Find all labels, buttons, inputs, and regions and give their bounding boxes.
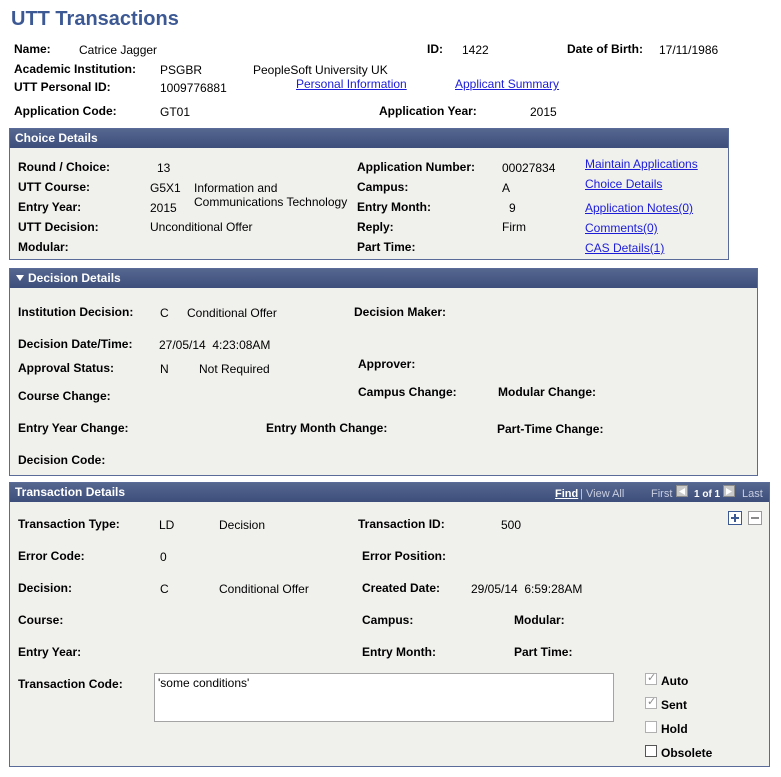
transaction-code-label: Transaction Code: (18, 677, 123, 691)
modular-label: Modular: (18, 240, 69, 254)
last-label: Last (742, 488, 763, 500)
error-code-value: 0 (160, 550, 167, 564)
part-time-change-label: Part-Time Change: (497, 422, 604, 436)
entry-month-label: Entry Month: (357, 200, 431, 214)
obsolete-label: Obsolete (661, 746, 713, 760)
next-page-button[interactable] (723, 485, 735, 497)
utt-decision-value: Unconditional Offer (150, 220, 253, 234)
transaction-details-title: Transaction Details (15, 485, 126, 499)
part-time-label: Part Time: (357, 240, 416, 254)
application-year-value: 2015 (530, 105, 557, 119)
arrow-right-icon (726, 488, 732, 495)
dob-label: Date of Birth: (567, 42, 643, 56)
decision-datetime-value: 27/05/14 4:23:08AM (159, 338, 271, 352)
delete-row-button[interactable] (748, 511, 762, 525)
error-code-label: Error Code: (18, 549, 85, 563)
utt-course-label: UTT Course: (18, 180, 90, 194)
reply-label: Reply: (357, 220, 394, 234)
transaction-type-text: Decision (219, 518, 266, 532)
application-year-label: Application Year: (379, 104, 477, 118)
personal-id-label: UTT Personal ID: (14, 80, 111, 94)
campus-label: Campus: (357, 180, 409, 194)
name-value: Catrice Jagger (79, 43, 158, 57)
plus-icon (729, 512, 741, 524)
sent-label: Sent (661, 698, 688, 712)
campus-change-label: Campus Change: (358, 385, 457, 399)
decision-details-header[interactable] (10, 269, 757, 288)
transaction-entry-year-label: Entry Year: (18, 645, 82, 659)
institution-name: PeopleSoft University UK (253, 63, 388, 77)
utt-course-name-line1: Information and (194, 181, 278, 195)
transaction-type-code: LD (159, 518, 175, 532)
reply-value: Firm (502, 220, 526, 234)
maintain-applications-link[interactable]: Maintain Applications (585, 157, 698, 171)
page-title: UTT Transactions (11, 8, 179, 30)
utt-decision-label: UTT Decision: (18, 220, 99, 234)
round-choice-value: 13 (157, 161, 171, 175)
cas-details-link[interactable]: CAS Details(1) (585, 241, 665, 255)
transaction-type-label: Transaction Type: (18, 517, 120, 531)
application-notes-link[interactable]: Application Notes(0) (585, 201, 694, 215)
id-value: 1422 (462, 43, 489, 57)
add-row-button[interactable] (728, 511, 742, 525)
arrow-left-icon (679, 488, 685, 495)
application-code-label: Application Code: (14, 104, 117, 118)
error-position-label: Error Position: (362, 549, 447, 563)
application-code-value: GT01 (160, 105, 191, 119)
entry-month-value: 9 (509, 201, 516, 215)
institution-decision-text: Conditional Offer (187, 306, 277, 320)
institution-decision-label: Institution Decision: (18, 305, 134, 319)
entry-year-change-label: Entry Year Change: (18, 421, 129, 435)
round-choice-label: Round / Choice: (18, 160, 110, 174)
decision-maker-label: Decision Maker: (354, 305, 447, 319)
nav-separator: | (580, 488, 583, 500)
entry-year-value: 2015 (150, 201, 177, 215)
institution-decision-code: C (160, 306, 169, 320)
decision-text: Conditional Offer (219, 582, 309, 596)
institution-label: Academic Institution: (14, 62, 137, 76)
transaction-modular-label: Modular: (514, 613, 565, 627)
first-label: First (651, 488, 673, 500)
utt-course-name-line2: Communications Technology (194, 195, 348, 209)
decision-label: Decision: (18, 581, 73, 595)
hold-checkbox[interactable] (645, 721, 657, 733)
view-all-link[interactable]: View All (586, 488, 625, 500)
decision-details-title: Decision Details (28, 271, 121, 285)
name-label: Name: (14, 42, 51, 56)
entry-month-change-label: Entry Month Change: (266, 421, 388, 435)
sent-checkbox[interactable] (645, 697, 657, 709)
dob-value: 17/11/1986 (659, 43, 719, 57)
application-number-value: 00027834 (502, 161, 556, 175)
previous-page-button[interactable] (676, 485, 688, 497)
approval-status-label: Approval Status: (18, 361, 115, 375)
course-change-label: Course Change: (18, 389, 111, 403)
decision-datetime-label: Decision Date/Time: (18, 337, 133, 351)
auto-label: Auto (661, 674, 689, 688)
application-number-label: Application Number: (357, 160, 476, 174)
choice-details-header: Choice Details (10, 129, 728, 148)
decision-details-section (9, 268, 758, 476)
transaction-id-value: 500 (501, 518, 522, 532)
page-indicator: 1 of 1 (694, 489, 721, 500)
decision-code: C (160, 582, 169, 596)
created-date-label: Created Date: (362, 581, 441, 595)
comments-link[interactable]: Comments(0) (585, 221, 658, 235)
campus-value: A (502, 181, 511, 195)
personal-information-link[interactable]: Personal Information (296, 77, 407, 91)
course-label: Course: (18, 613, 64, 627)
utt-course-code: G5X1 (150, 181, 181, 195)
transaction-id-label: Transaction ID: (358, 517, 445, 531)
approver-label: Approver: (358, 357, 416, 371)
collapse-triangle-icon[interactable] (16, 275, 24, 281)
personal-id-value: 1009776881 (160, 81, 227, 95)
minus-icon (749, 512, 761, 524)
transaction-entry-month-label: Entry Month: (362, 645, 436, 659)
obsolete-checkbox[interactable] (645, 745, 657, 757)
find-link[interactable]: Find (555, 488, 579, 500)
approval-status-text: Not Required (199, 362, 270, 376)
institution-code: PSGBR (160, 63, 203, 77)
created-date-value: 29/05/14 6:59:28AM (471, 582, 583, 596)
approval-status-code: N (160, 362, 169, 376)
modular-change-label: Modular Change: (498, 385, 596, 399)
transaction-part-time-label: Part Time: (514, 645, 573, 659)
choice-details-link[interactable]: Choice Details (585, 177, 663, 191)
auto-checkbox[interactable] (645, 673, 657, 685)
hold-label: Hold (661, 722, 688, 736)
decision-code-label: Decision Code: (18, 453, 106, 467)
id-label: ID: (427, 42, 443, 56)
transaction-code-field[interactable]: 'some conditions' (154, 673, 614, 722)
transaction-campus-label: Campus: (362, 613, 414, 627)
entry-year-label: Entry Year: (18, 200, 82, 214)
applicant-summary-link[interactable]: Applicant Summary (455, 77, 560, 91)
